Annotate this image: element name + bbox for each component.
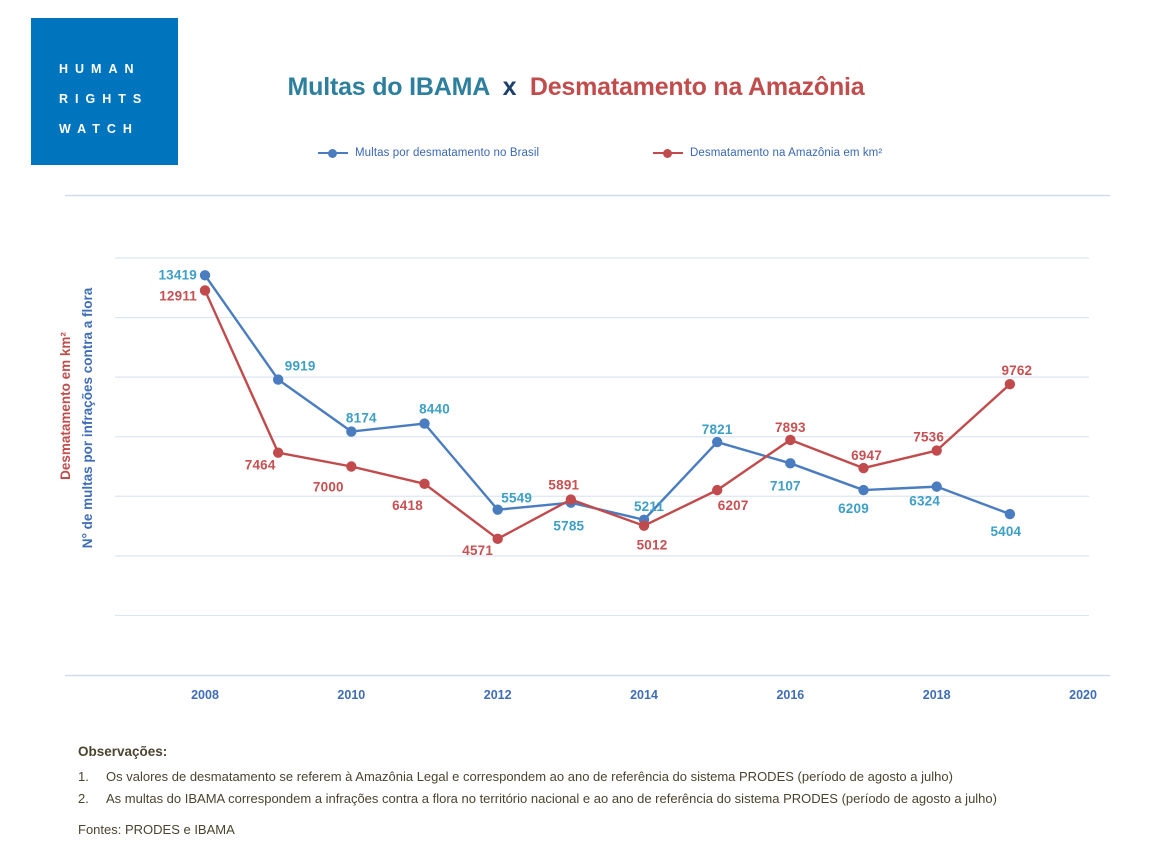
- data-label: 6207: [717, 498, 749, 514]
- x-tick-label: 2020: [1069, 688, 1097, 702]
- data-point: [712, 437, 722, 447]
- data-point: [346, 461, 356, 471]
- data-point: [1005, 509, 1015, 519]
- data-label: 5404: [990, 524, 1022, 540]
- data-label: 9762: [1001, 363, 1033, 379]
- data-label: 5549: [501, 490, 533, 506]
- data-point: [273, 447, 283, 457]
- data-point: [200, 270, 210, 280]
- x-tick-label: 2010: [337, 688, 366, 702]
- data-point: [785, 435, 795, 445]
- title-separator-x-glyph: x: [502, 73, 517, 101]
- notes-block: [78, 744, 1088, 837]
- data-point: [1005, 379, 1015, 389]
- data-point: [932, 481, 942, 491]
- data-point: [712, 485, 722, 495]
- data-label: 7464: [244, 457, 276, 473]
- logo-line-rights: RIGHTS: [59, 92, 149, 106]
- legend-label: Desmatamento na Amazônia em km²: [690, 147, 883, 159]
- series-multas: [158, 267, 1021, 539]
- data-label: 4571: [462, 542, 494, 558]
- y-axis-label-desmatamento: Desmatamento em km²: [58, 332, 73, 480]
- title-part-desmatamento: Desmatamento na Amazônia: [529, 73, 865, 101]
- data-label: 7821: [701, 422, 733, 438]
- data-label: 9919: [284, 358, 316, 374]
- note-text: Os valores de desmatamento se referem à Amazônia Legal e correspondem ao ano de referência do sistema PRODES (período de agosto a julho): [106, 769, 953, 784]
- x-tick-label: 2014: [630, 688, 658, 702]
- data-point: [200, 285, 210, 295]
- data-label: 5785: [553, 518, 585, 534]
- data-point: [492, 534, 502, 544]
- data-label: 7536: [913, 429, 945, 445]
- data-point: [419, 418, 429, 428]
- title-part-multas: Multas do IBAMA: [287, 73, 490, 101]
- note-item-1: [78, 766, 1088, 788]
- note-item-2: [78, 788, 1088, 810]
- x-tick-label: 2018: [922, 688, 951, 702]
- data-label: 6324: [909, 493, 941, 509]
- data-label: 5211: [633, 498, 665, 514]
- data-label: 6209: [838, 501, 869, 517]
- data-label: 7893: [774, 419, 806, 435]
- data-label: 5012: [636, 537, 668, 553]
- note-text: As multas do IBAMA correspondem a infrações contra a flora no território nacional e ao ano de referência do sistema PRODES (período de agosto a julho): [106, 790, 997, 806]
- data-label: 13419: [158, 267, 197, 283]
- note-number: 1.: [78, 769, 89, 784]
- data-label: 7000: [312, 479, 344, 495]
- data-label: 12911: [159, 288, 197, 304]
- data-point: [419, 479, 429, 489]
- data-point: [273, 374, 283, 384]
- data-label: 8174: [345, 410, 377, 426]
- y-axis-label-multas: N° de multas por infrações contra a flora: [80, 287, 95, 549]
- data-label: 6947: [851, 448, 882, 464]
- logo-line-human: HUMAN: [59, 62, 141, 76]
- data-point: [639, 521, 649, 531]
- x-tick-label: 2012: [483, 688, 512, 702]
- series-desmatamento: [159, 285, 1032, 558]
- data-point: [858, 485, 868, 495]
- data-point: [346, 426, 356, 436]
- data-point: [858, 463, 868, 473]
- data-label: 8440: [419, 401, 450, 417]
- sources-line: Fontes: PRODES e IBAMA: [78, 822, 235, 837]
- data-label: 6418: [392, 497, 423, 513]
- note-number: 2.: [78, 790, 89, 806]
- x-tick-label: 2008: [191, 688, 219, 702]
- data-point: [492, 505, 502, 515]
- legend-label: Multas por desmatamento no Brasil: [355, 147, 540, 159]
- data-point: [566, 494, 576, 504]
- x-tick-label: 2016: [776, 688, 805, 702]
- logo-line-watch: WATCH: [59, 122, 139, 136]
- data-point: [785, 458, 795, 468]
- data-label: 7107: [769, 478, 801, 494]
- data-label: 5891: [548, 477, 580, 493]
- data-point: [932, 445, 942, 455]
- notes-heading: Observações:: [78, 744, 168, 759]
